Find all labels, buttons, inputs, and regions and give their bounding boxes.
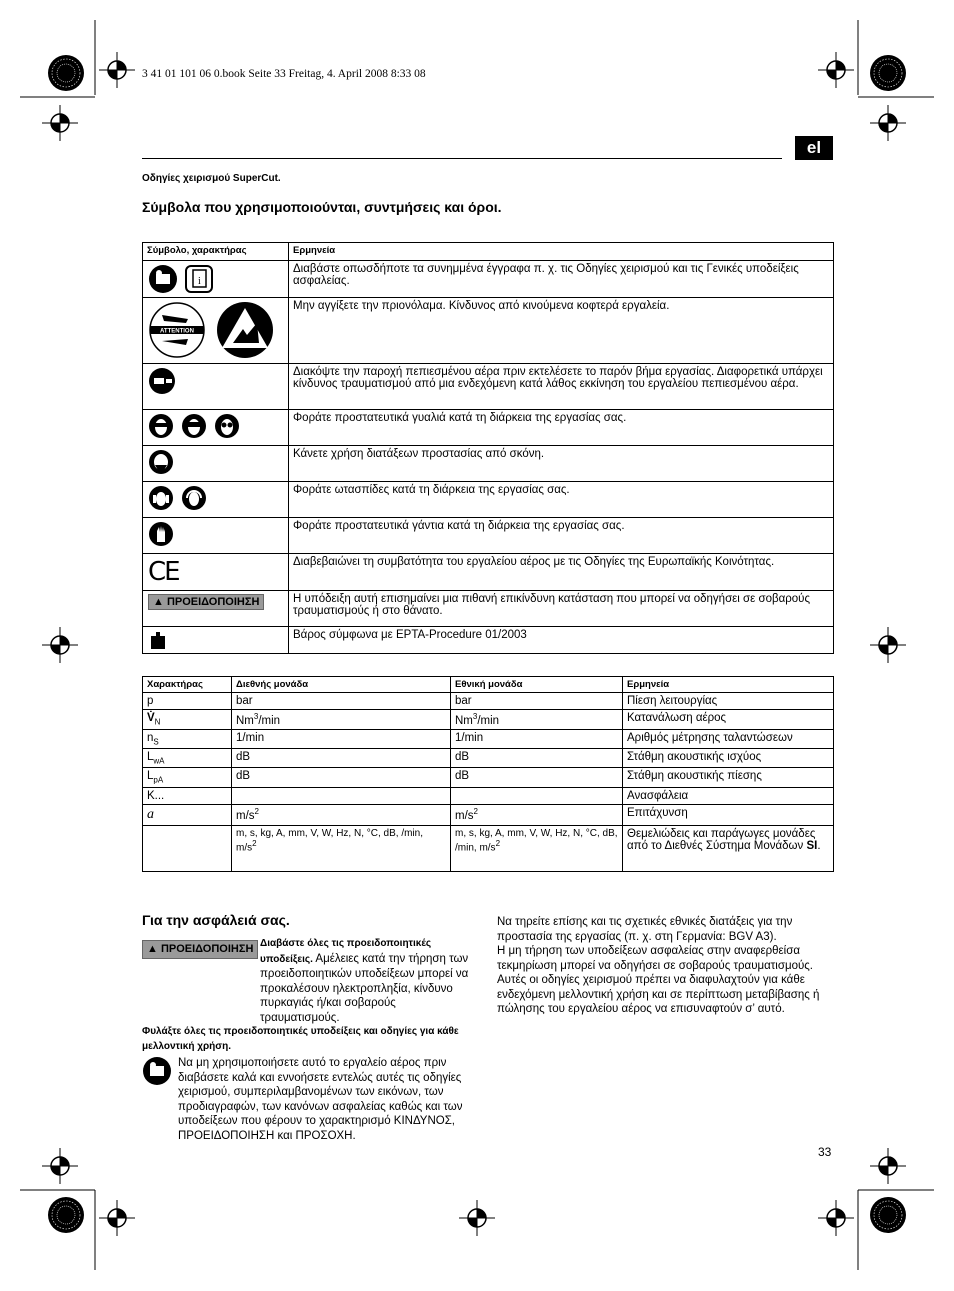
right-para-3: Αυτές οι οδηγίες χειρισμού πρέπει να διαφυλαχτούν για κάθε ενδεχόμενη μελλοντική χρήση και σε περίπτωση μεταβίβασης ή πώλησης του εργαλείου αέρος να επισυναφτούν σ’ αυτό. — [497, 974, 820, 1015]
section-title-safety: Για την ασφάλειά σας. — [142, 912, 290, 928]
meaning-cell: Η υπόδειξη αυτή επισημαίνει μια πιθανή επικίνδυνη κατάσταση που μπορεί να οδηγήσει σε σοβαρούς τραυματισμούς ή στο θάνατο. — [289, 591, 834, 627]
intl-cell: 1/min — [232, 729, 451, 748]
read-manual-icon — [148, 264, 178, 294]
right-column — [497, 915, 829, 1017]
meaning-cell: Θεμελιώδεις και παράγωγες μονάδες από το Διεθνές Σύστημα Μονάδων SI. — [623, 825, 834, 871]
nat-cell — [451, 787, 623, 804]
keep-instructions: Φυλάξτε όλες τις προειδοποιητικές υποδείξεις και οδηγίες για κάθε μελλοντική χρήση. — [142, 1026, 459, 1052]
weight-icon — [148, 630, 168, 650]
language-tab: el — [795, 136, 833, 160]
gloves-icon — [148, 521, 174, 547]
nat-cell: bar — [451, 693, 623, 710]
symbol-cell — [143, 627, 289, 654]
meaning-cell: Βάρος σύμφωνα με EPTA-Procedure 01/2003 — [289, 627, 834, 654]
warning-triangle-icon: ▲ — [153, 596, 164, 608]
warning-text-top: Διαβάστε όλες τις προειδοποιητικές υποδείξεις. Αμέλειες κατά την τήρηση των προειδοποιητικών υποδείξεων μπορεί να προκαλέσουν ηλεκτροπληξία, κίνδυνο πυρκαγιάς ή/και σοβαρούς τραυματισμούς. — [260, 938, 469, 1024]
symbol-cell — [143, 554, 289, 591]
meaning-cell: Μην αγγίξετε την πριονόλαμα. Κίνδυνος από κινούμενα κοφτερά εργαλεία. — [289, 298, 834, 364]
char-cell: $V̇_N$ — [143, 710, 232, 730]
intl-cell — [232, 787, 451, 804]
reg-cross — [42, 627, 78, 663]
meaning-cell: Διακόψτε την παροχή πεπιεσμένου αέρα πριν εκτελέσετε το παρόν βήμα εργασίας. Διαφορετικά υπάρχει κίνδυνος τραυματισμού από μια ενδεχόμενη κατά λάθος εκκίνηση του εργαλείου πεπιεσμένου αέρα. — [289, 364, 834, 410]
intl-cell: $m/s^2$ — [232, 804, 451, 825]
symbol-cell — [143, 410, 289, 446]
safety-glasses-icon — [214, 413, 240, 439]
reg-cross — [42, 1148, 78, 1184]
reg-cross — [870, 105, 906, 141]
dust-mask-icon — [148, 449, 174, 475]
read-before-use-text: Να μη χρησιμοποιήσετε αυτό το εργαλείο αέρος πριν διαβάσετε καλά και εννοήσετε εντελώς αυτές τις οδηγίες χειρισμού, συμπεριλαμβανομένων των εικόνων, των προδιαγραφών, των κανόνων ασφαλείας καθώς και των υποδείξεων που φέρουν το χαρακτηρισμό ΚΙΝΔΥΝΟΣ, ΠΡΟΕΙΔΟΠΟΙΗΣΗ και ΠΡΟΣΟΧΗ. — [178, 1057, 463, 1142]
section-title-symbols: Σύμβολα που χρησιμοποιούνται, συντμήσεις και όροι. — [142, 199, 502, 215]
col-header-symbol: Σύμβολο, χαρακτήρας — [143, 243, 289, 261]
nat-cell: 1/min — [451, 729, 623, 748]
reg-cross — [818, 1200, 854, 1236]
attention-label: ATTENTION — [160, 328, 194, 335]
symbol-cell — [143, 518, 289, 554]
page-number: 33 — [818, 1145, 832, 1159]
meaning-cell: Φοράτε προστατευτικά γάντια κατά τη διάρκεια της εργασίας σας. — [289, 518, 834, 554]
right-para-1: Να τηρείτε επίσης και τις σχετικές εθνικές διατάξεις για την προστασία της εργασίας (π. χ. στη Γερμανία: BGV A3). — [497, 916, 793, 943]
reg-cross — [818, 52, 854, 88]
intl-cell: bar — [232, 693, 451, 710]
reg-star-tr — [870, 55, 906, 91]
meaning-cell: Φοράτε προστατευτικά γυαλιά κατά τη διάρκεια της εργασίας σας. — [289, 410, 834, 446]
ear-protection-icon — [148, 485, 174, 511]
char-cell: $L_{wA}$ — [143, 749, 232, 768]
col-header-meaning: Ερμηνεία — [623, 677, 834, 693]
document-info-icon — [185, 265, 213, 293]
read-before-use — [142, 1056, 476, 1143]
nat-cell: Nm$^3$/min — [451, 710, 623, 730]
warning-intro — [142, 936, 476, 1025]
meaning-cell: Διαβάστε οπωσδήποτε τα συνημμένα έγγραφα π. χ. τις Οδηγίες χειρισμού και τις Γενικές υποδείξεις ασφαλείας. — [289, 261, 834, 298]
char-cell — [143, 825, 232, 871]
header-rule — [142, 158, 782, 159]
char-cell: K... — [143, 787, 232, 804]
cutting-hazard-icon — [213, 301, 277, 359]
col-header-character: Χαρακτήρας — [143, 677, 232, 693]
right-para-2: Η μη τήρηση των υποδείξεων ασφαλείας στην αναφερθείσα τεκμηρίωση μπορεί να οδηγήσει σε σοβαρούς τραυματισμούς. — [497, 945, 814, 972]
nat-cell: m, s, kg, A, mm, V, W, Hz, N, °C, dB, /min, $m/s^2$ — [451, 825, 623, 871]
col-header-meaning: Ερμηνεία — [289, 243, 834, 261]
manual-subtitle: Οδηγίες χειρισμού SuperCut. — [142, 173, 281, 184]
reg-cross — [99, 1200, 135, 1236]
meaning-cell: Ανασφάλεια — [623, 787, 834, 804]
saw-blade-attention-icon — [148, 301, 206, 359]
file-info: 3 41 01 101 06 0.book Seite 33 Freitag, 4. April 2008 8:33 08 — [142, 68, 426, 80]
reg-cross — [459, 1200, 495, 1236]
char-cell: $n_S$ — [143, 729, 232, 748]
char-cell: p — [143, 693, 232, 710]
reg-cross — [42, 105, 78, 141]
symbol-cell — [143, 298, 289, 364]
intl-cell: m, s, kg, A, mm, V, W, Hz, N, °C, dB, /min, $m/s^2$ — [232, 825, 451, 871]
goggles-icon — [181, 413, 207, 439]
warning-badge: ▲ ΠΡΟΕΙΔΟΠΟΙΗΣΗ — [148, 594, 264, 610]
intl-cell: Nm$^3$/min — [232, 710, 451, 730]
left-column — [142, 936, 476, 1143]
meaning-cell: Στάθμη ακουστικής ισχύος — [623, 749, 834, 768]
meaning-cell: Διαβεβαιώνει τη συμβατότητα του εργαλείου αέρος με τις Οδηγίες της Ευρωπαϊκής Κοινότητας. — [289, 554, 834, 591]
units-table — [142, 676, 834, 872]
meaning-cell: Αριθμός μέτρησης ταλαντώσεων — [623, 729, 834, 748]
reg-cross — [870, 627, 906, 663]
svg-text:i: i — [198, 276, 201, 287]
symbol-cell — [143, 591, 289, 627]
ear-muffs-icon — [181, 485, 207, 511]
warning-triangle-icon: ▲ — [147, 943, 158, 955]
reg-star-br — [870, 1197, 906, 1233]
read-manual-icon — [142, 1056, 172, 1086]
reg-star-bl — [48, 1197, 84, 1233]
reg-cross — [870, 1148, 906, 1184]
nat-cell: dB — [451, 768, 623, 787]
reg-star-tl — [48, 55, 84, 91]
symbol-cell — [143, 364, 289, 410]
disconnect-air-icon — [148, 367, 176, 395]
reg-cross — [99, 52, 135, 88]
intl-cell: dB — [232, 768, 451, 787]
symbols-table — [142, 242, 834, 654]
char-cell: a — [143, 804, 232, 825]
warning-badge: ▲ ΠΡΟΕΙΔΟΠΟΙΗΣΗ — [142, 940, 258, 959]
meaning-cell: Στάθμη ακουστικής πίεσης — [623, 768, 834, 787]
symbol-cell — [143, 446, 289, 482]
ce-mark-icon: CE — [148, 557, 179, 587]
col-header-intl-unit: Διεθνής μονάδα — [232, 677, 451, 693]
meaning-cell: Πίεση λειτουργίας — [623, 693, 834, 710]
char-cell: $L_{pA}$ — [143, 768, 232, 787]
symbol-cell — [143, 261, 289, 298]
meaning-cell: Κάνετε χρήση διατάξεων προστασίας από σκόνη. — [289, 446, 834, 482]
intl-cell: dB — [232, 749, 451, 768]
col-header-national-unit: Εθνική μονάδα — [451, 677, 623, 693]
meaning-cell: Κατανάλωση αέρος — [623, 710, 834, 730]
meaning-cell: Επιτάχυνση — [623, 804, 834, 825]
warning-text-continued: Αμέλειες κατά την τήρηση των προειδοποιητικών υποδείξεων μπορεί να προκαλέσουν ηλεκτροπληξία, κίνδυνο πυρκαγιάς ή/και σοβαρούς τραυματισμούς. — [260, 952, 469, 1024]
face-shield-icon — [148, 413, 174, 439]
symbol-cell — [143, 482, 289, 518]
meaning-cell: Φοράτε ωτασπίδες κατά τη διάρκεια της εργασίας σας. — [289, 482, 834, 518]
nat-cell: dB — [451, 749, 623, 768]
nat-cell: $m/s^2$ — [451, 804, 623, 825]
